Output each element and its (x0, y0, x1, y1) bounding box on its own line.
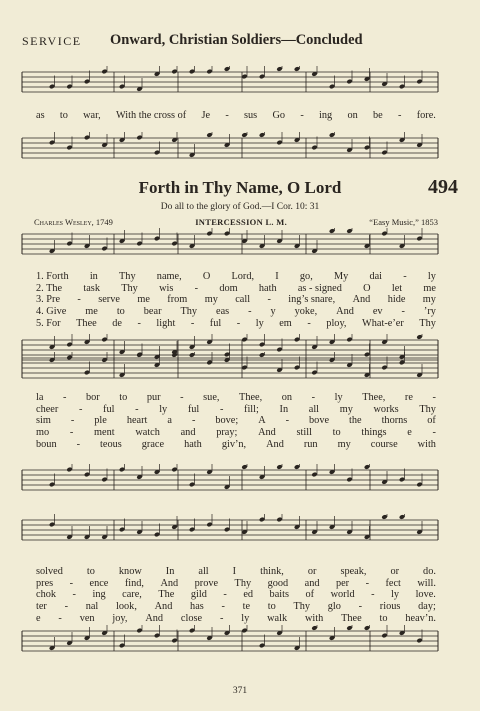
lyric-syllable: to (379, 612, 388, 624)
lyric-syllable: on (347, 110, 358, 121)
lyric-syllable: gild (190, 589, 207, 601)
lyric-syllable: war, (83, 110, 101, 121)
lyric-syllable: world (330, 589, 355, 601)
lyric-syllable: as (36, 110, 45, 121)
tune-name: INTERCESSION L. M. (195, 217, 288, 227)
lyric-syllable: - (77, 294, 81, 306)
lyric-syllable: Je (201, 110, 211, 121)
lyric-syllable: ple (94, 415, 107, 427)
staff-top-bass (20, 132, 440, 172)
lyric-syllable: me (85, 306, 98, 318)
lyric-syllable: ful (187, 403, 200, 415)
lyric-syllable: - (219, 403, 224, 415)
lyric-syllable: giv’n, (221, 438, 247, 450)
lyric-line (36, 404, 436, 416)
lyric-syllable: to (267, 601, 276, 613)
lyric-syllable: know (118, 566, 142, 577)
lyric-syllable: all (198, 566, 209, 577)
lyric-syllable: my (422, 294, 436, 306)
lyric-syllable: or (307, 566, 317, 577)
lyric-syllable: Thee, (239, 392, 263, 403)
lyric-syllable: Thee, (362, 392, 386, 403)
lyric-syllable: sue, (203, 392, 220, 403)
lyric-syllable: - (76, 438, 81, 450)
lyric-syllable: - (307, 317, 311, 329)
lyric-syllable: Thy (419, 317, 436, 329)
lyric-syllable: ev (372, 306, 383, 318)
lyric-syllable: - (194, 282, 199, 294)
lyric-syllable: ter (36, 601, 47, 613)
lyric-syllable: 4. Give (36, 306, 67, 318)
lyric-syllable: la (36, 392, 44, 403)
lyric-syllable: baits (269, 589, 289, 601)
lyric-syllable: Go (272, 110, 286, 121)
lyric-syllable: grace (141, 438, 165, 450)
lyric-syllable: as - signed (297, 282, 342, 294)
lyric-syllable: y (270, 306, 276, 318)
lyric-syllable: hide (387, 294, 406, 306)
lyric-syllable: pray; (216, 427, 238, 439)
lyric-syllable: 3. Pre (36, 294, 61, 306)
lyric-syllable: all (308, 403, 320, 415)
lyric-syllable: te (242, 601, 251, 613)
continued-lyric (36, 110, 436, 122)
lyric-syllable: - (221, 601, 225, 613)
lyric-syllable: and (304, 577, 320, 589)
lyric-syllable: fore. (416, 110, 436, 121)
lyric-syllable: solved (36, 566, 63, 577)
lyric-syllable: And (145, 612, 164, 624)
lyric-syllable: to (86, 566, 95, 577)
lyric-syllable: bear (143, 306, 162, 318)
lyric-syllable: let (391, 282, 403, 294)
lyric-syllable: Thy (180, 306, 198, 318)
lyric-syllable: ful (103, 403, 115, 415)
lyric-syllable: my (339, 403, 353, 415)
lyric-syllable: of (427, 415, 436, 427)
lyric-syllable: Thy (119, 271, 136, 282)
lyric-syllable: And (160, 577, 179, 589)
lyric-syllable: dom (219, 282, 238, 294)
staff-system2-treble (20, 352, 440, 392)
lyric-syllable: hath (184, 438, 202, 450)
lyric-syllable: ly (391, 589, 400, 601)
lyric-syllable: name, (156, 271, 182, 282)
lyric-syllable: Thy (234, 577, 252, 589)
staff-system3-bass (20, 625, 440, 665)
lyric-syllable: Thee (341, 612, 362, 624)
lyric-syllable: - (311, 392, 316, 403)
lyric-syllable: to (332, 427, 341, 439)
lyric-syllable: ed (243, 589, 254, 601)
lyric-syllable: works (373, 403, 399, 415)
lyric-syllable: ven (79, 612, 95, 624)
lyric-syllable: - (72, 589, 76, 601)
lyric-syllable: em (279, 317, 292, 329)
lyric-syllable: rious (379, 601, 401, 613)
lyric-syllable: ment (94, 427, 115, 439)
lyric-syllable: O (202, 271, 211, 282)
lyric-syllable: - (78, 403, 83, 415)
lyric-syllable: light (156, 317, 176, 329)
lyric-syllable: I (232, 566, 237, 577)
lyric-syllable: close (180, 612, 203, 624)
scripture-epigraph: Do all to the glory of God.—I Cor. 10: 31 (160, 202, 320, 212)
lyric-syllable: joy, (112, 612, 128, 624)
continued-hymn-title: Onward, Christian Soldiers—Concluded (110, 32, 363, 48)
lyric-syllable: - (190, 317, 195, 329)
lyric-syllable: ly (241, 612, 250, 624)
lyric-syllable: bove (309, 415, 330, 427)
lyric-syllable: - (58, 612, 62, 624)
lyric-syllable: hath (258, 282, 277, 294)
lyric-syllable: my (337, 438, 351, 450)
lyric-syllable: ful (209, 317, 222, 329)
lyric-syllable: ly (334, 392, 343, 403)
lyric-syllable: In (165, 566, 175, 577)
system3-lyrics (36, 566, 436, 625)
lyric-syllable: My (333, 271, 349, 282)
lyric-syllable: sim (36, 415, 51, 427)
staff-system3-treble (20, 514, 440, 554)
lyric-syllable: chok (36, 589, 57, 601)
lyric-syllable: e (36, 612, 41, 624)
lyric-syllable: course (370, 438, 398, 450)
lyric-syllable: - (403, 271, 407, 282)
lyric-syllable: think, (260, 566, 284, 577)
lyric-syllable: In (279, 403, 289, 415)
lyric-line (36, 566, 436, 578)
lyric-syllable: to (116, 306, 125, 318)
lyric-syllable: with (304, 612, 324, 624)
lyric-syllable: love. (415, 589, 436, 601)
lyric-syllable: sus (244, 110, 258, 121)
lyric-syllable: 2. The (36, 282, 63, 294)
lyric-syllable: has (190, 601, 204, 613)
lyric-line (36, 439, 436, 451)
lyric-syllable: look, (116, 601, 137, 613)
lyric-syllable: call (235, 294, 251, 306)
lyric-syllable: 1. Forth (36, 271, 69, 282)
lyric-line (36, 392, 436, 404)
lyric-syllable: - (137, 317, 141, 329)
lyric-syllable: serve (98, 294, 120, 306)
lyric-syllable: 5. For (36, 317, 61, 329)
lyric-syllable: the (349, 415, 362, 427)
lyric-syllable: - (219, 612, 224, 624)
lyric-syllable: walk (267, 612, 288, 624)
lyric-syllable: task (83, 282, 100, 294)
lyric-syllable: eas (216, 306, 230, 318)
lyric-syllable: ing’s snare, (288, 294, 336, 306)
lyric-syllable: - (285, 415, 290, 427)
lyric-syllable: heart (126, 415, 148, 427)
lyric-syllable: - (236, 317, 241, 329)
lyric-syllable: things (361, 427, 387, 439)
lyric-syllable: - (135, 403, 139, 415)
lyric-syllable: - (63, 392, 67, 403)
lyric-syllable: speak, (340, 566, 367, 577)
lyric-syllable: I (275, 271, 279, 282)
lyric-line (36, 283, 436, 295)
lyric-syllable: on (281, 392, 293, 403)
lyric-syllable: with (417, 438, 436, 450)
lyric-syllable: thorns (381, 415, 408, 427)
staff-system1-treble (20, 228, 440, 268)
lyric-syllable: go, (299, 271, 313, 282)
lyric-syllable: find, (124, 577, 144, 589)
lyric-syllable: ly (427, 271, 436, 282)
hymn-number: 494 (428, 176, 458, 198)
author-credit: Charles Wesley, 1749 (34, 217, 113, 227)
lyric-syllable: - (69, 427, 74, 439)
lyric-syllable: A (258, 415, 266, 427)
lyric-line (36, 589, 436, 601)
lyric-syllable: bor (86, 392, 100, 403)
lyric-syllable: Thy (419, 403, 436, 415)
lyric-syllable: - (191, 415, 196, 427)
lyric-syllable: Thy (121, 282, 138, 294)
lyric-syllable: And (154, 601, 173, 613)
lyric-syllable: O (363, 282, 371, 294)
lyric-line (36, 427, 436, 439)
lyric-syllable: per (335, 577, 350, 589)
lyric-line (36, 306, 436, 318)
lyric-syllable: glo (327, 601, 341, 613)
lyric-syllable: ly (255, 317, 264, 329)
lyric-line (36, 415, 436, 427)
lyric-line (36, 578, 436, 590)
lyric-syllable: me (137, 294, 150, 306)
lyric-syllable: cheer (36, 403, 59, 415)
lyric-syllable: bove; (215, 415, 239, 427)
lyric-syllable: pur (146, 392, 161, 403)
lyric-syllable: - (401, 306, 405, 318)
lyric-syllable: do. (423, 566, 436, 577)
lyric-syllable: ing (92, 589, 106, 601)
hymn-title: Forth in Thy Name, O Lord (138, 178, 342, 197)
lyric-syllable: e (407, 427, 412, 439)
lyric-syllable: - (225, 110, 229, 121)
lyric-syllable: - (398, 110, 402, 121)
lyric-syllable: pres (36, 577, 54, 589)
lyric-syllable: - (300, 110, 304, 121)
lyric-line (36, 601, 436, 613)
lyric-syllable: watch (135, 427, 160, 439)
lyric-syllable: a (167, 415, 172, 427)
lyric-line (36, 318, 436, 330)
lyric-syllable: ’ry (423, 306, 436, 318)
lyric-syllable: good (267, 577, 289, 589)
staff-system2-bass (20, 464, 440, 504)
lyric-syllable: my (204, 294, 218, 306)
lyric-syllable: and (180, 427, 196, 439)
lyric-syllable: mo (36, 427, 50, 439)
lyric-syllable: of (305, 589, 315, 601)
lyric-syllable: - (64, 601, 69, 613)
lyric-syllable: nal (85, 601, 99, 613)
lyric-syllable: - (371, 589, 375, 601)
lyric-syllable: Thee (76, 317, 97, 329)
lyric-syllable: - (180, 392, 184, 403)
lyric-syllable: - (432, 392, 436, 403)
lyric-line (36, 110, 436, 122)
lyric-syllable: - (248, 306, 252, 318)
lyric-syllable: And (266, 438, 284, 450)
lyric-syllable: - (223, 589, 227, 601)
lyric-syllable: fect (385, 577, 401, 589)
lyric-syllable: - (69, 577, 74, 589)
lyric-syllable: heav’n. (405, 612, 436, 624)
lyric-syllable: And (258, 427, 276, 439)
lyric-syllable: fill; (244, 403, 259, 415)
lyric-syllable: me (423, 282, 436, 294)
lyric-syllable: day; (418, 601, 436, 613)
lyric-line (36, 271, 436, 283)
music-source: “Easy Music,” 1853 (369, 217, 438, 227)
lyric-syllable: ploy, (326, 317, 347, 329)
page-number: 371 (232, 686, 248, 696)
system1-lyrics (36, 271, 436, 330)
lyric-syllable: - (358, 601, 363, 613)
lyric-syllable: And (352, 294, 371, 306)
credits-line (34, 217, 438, 227)
lyric-syllable: still (296, 427, 312, 439)
lyric-syllable: or (390, 566, 400, 577)
lyric-line (36, 613, 436, 625)
lyric-syllable: be (373, 110, 383, 121)
lyric-syllable: What-e’er (362, 317, 404, 329)
lyric-syllable: re (404, 392, 413, 403)
lyric-syllable: in (89, 271, 98, 282)
lyric-syllable: care, (122, 589, 142, 601)
section-label: SERVICE (22, 34, 82, 48)
lyric-syllable: prove (194, 577, 219, 589)
lyric-syllable: yoke, (294, 306, 318, 318)
lyric-syllable: de (112, 317, 122, 329)
lyric-syllable: - (432, 427, 436, 439)
lyric-syllable: teous (100, 438, 122, 450)
lyric-syllable: - (267, 294, 271, 306)
lyric-syllable: With the cross of (116, 110, 187, 121)
lyric-syllable: wis (159, 282, 174, 294)
system2-lyrics (36, 392, 436, 451)
lyric-line (36, 294, 436, 306)
lyric-syllable: run (303, 438, 318, 450)
lyric-syllable: ly (159, 403, 168, 415)
lyric-syllable: - (365, 577, 369, 589)
lyric-syllable: Lord, (231, 271, 255, 282)
lyric-syllable: from (167, 294, 188, 306)
lyric-syllable: boun (36, 438, 57, 450)
lyric-syllable: ence (89, 577, 109, 589)
lyric-syllable: will. (417, 577, 436, 589)
lyric-syllable: to (119, 392, 128, 403)
lyric-syllable: to (59, 110, 68, 121)
lyric-syllable: The (158, 589, 175, 601)
lyric-syllable: dai (369, 271, 383, 282)
lyric-syllable: - (70, 415, 75, 427)
lyric-syllable: ing (319, 110, 333, 121)
lyric-syllable: Thy (293, 601, 311, 613)
lyric-syllable: And (336, 306, 354, 318)
staff-top-treble (20, 66, 440, 106)
